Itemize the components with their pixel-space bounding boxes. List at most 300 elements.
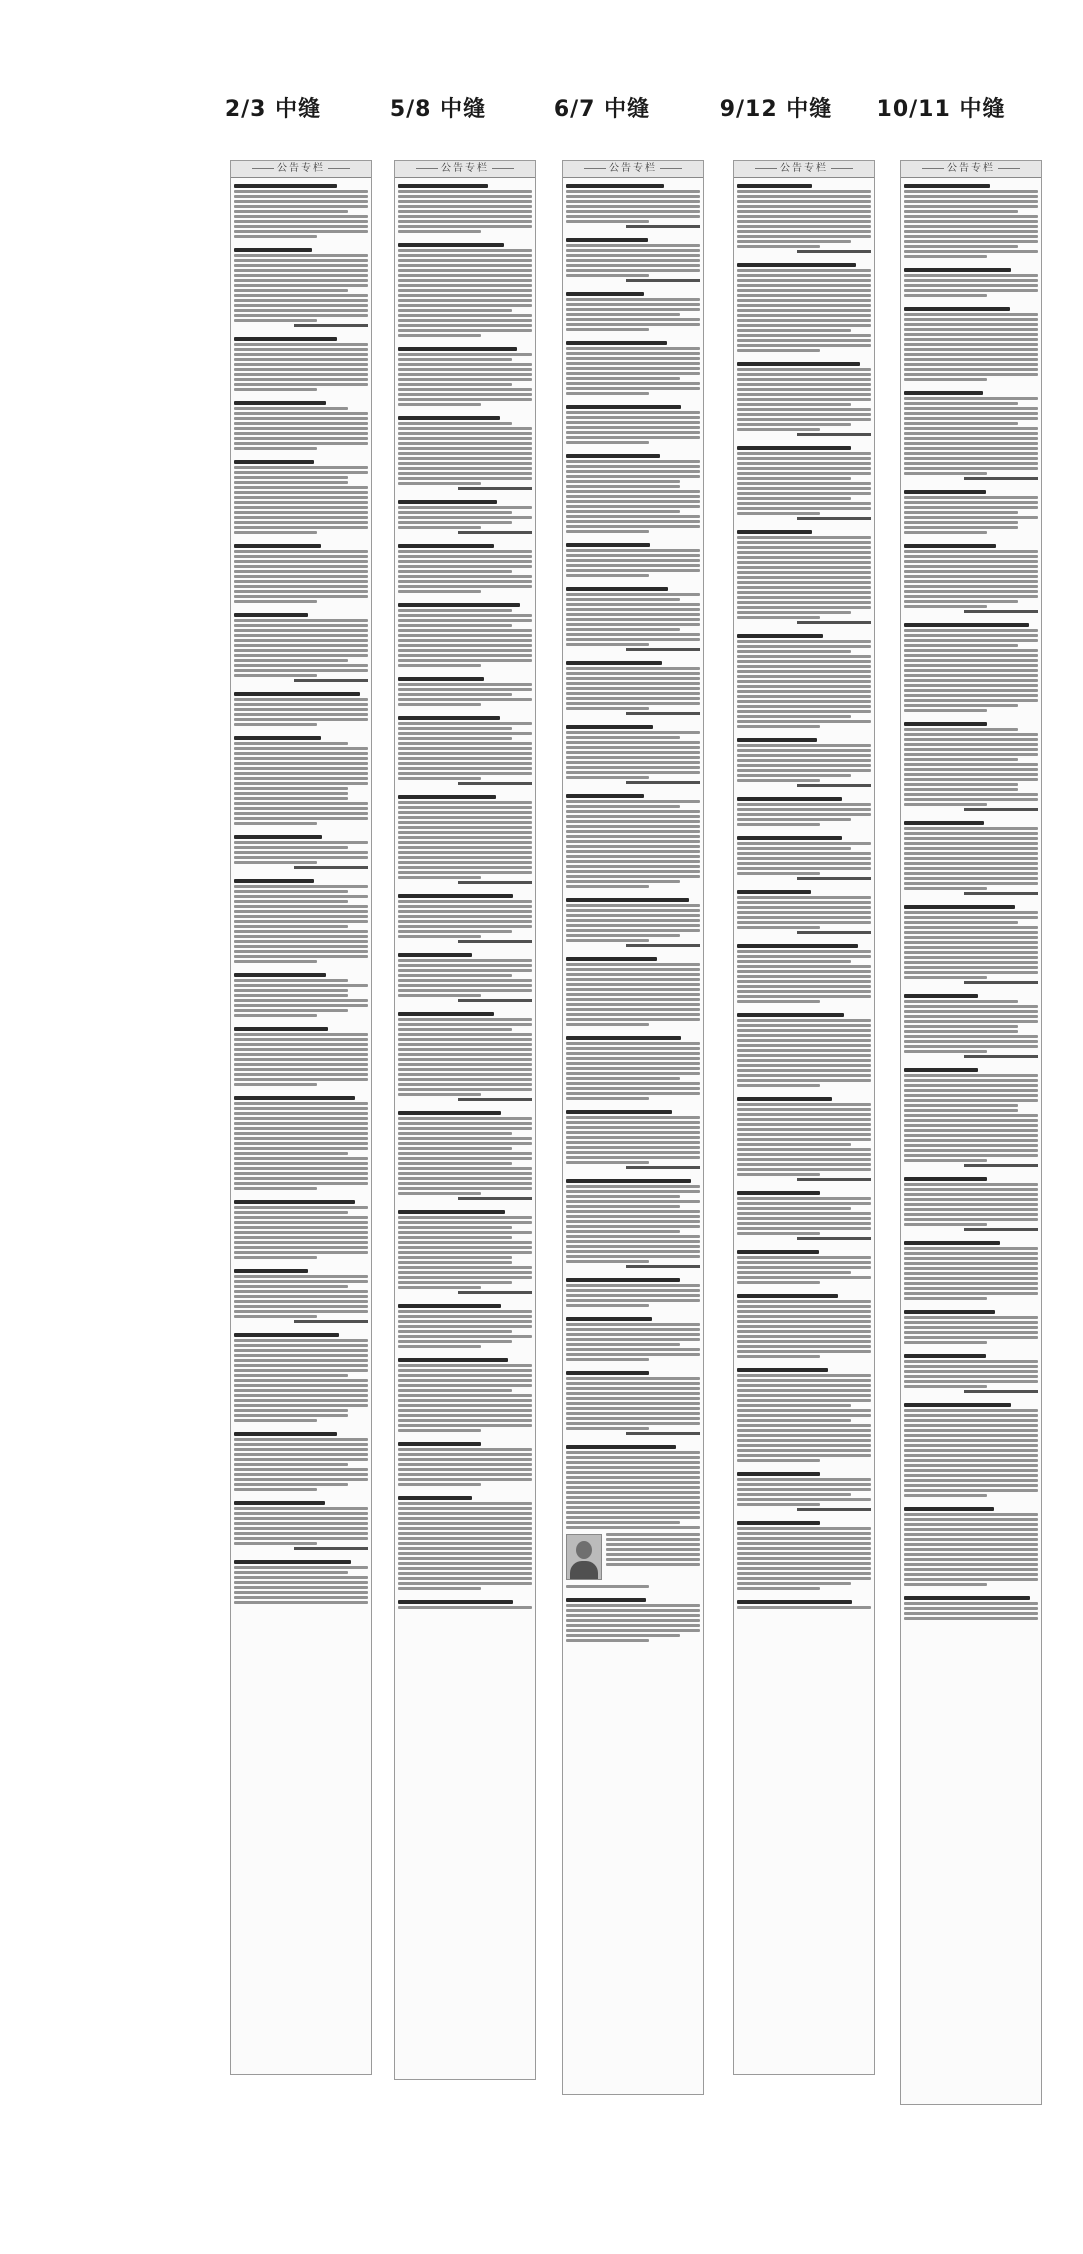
- notice-text-line: [398, 1458, 532, 1461]
- notice-heading-line: [566, 543, 650, 547]
- notice-signature-line: [626, 1166, 700, 1169]
- notice-text-line: [566, 731, 700, 734]
- notice-text-line: [904, 294, 987, 297]
- notice-text-line: [904, 699, 1038, 702]
- notice-text-line: [566, 810, 700, 813]
- notice-text-line: [234, 516, 368, 519]
- notice-text-line: [234, 447, 317, 450]
- notice-text-line: [234, 703, 368, 706]
- notice-signature-line: [458, 1098, 532, 1101]
- notice-text-line: [234, 1473, 368, 1476]
- notice-text-line: [398, 1231, 532, 1234]
- notice-text-line: [234, 506, 368, 509]
- notice-text-line: [398, 249, 532, 252]
- notice-text-line: [234, 1275, 368, 1278]
- notice-text-line: [904, 976, 987, 979]
- notice-text-line: [234, 501, 368, 504]
- notice-text-line: [398, 526, 481, 529]
- notice-text-line: [234, 1177, 368, 1180]
- notice-text-line: [904, 1528, 1038, 1531]
- notice-text-line: [234, 1542, 317, 1545]
- notice-text-line: [737, 916, 871, 919]
- notice-text-line: [234, 269, 368, 272]
- notice-text-line: [398, 1122, 532, 1125]
- notice-text-line: [737, 477, 851, 480]
- notice-text-line: [398, 846, 532, 849]
- notice-text-line: [566, 1062, 700, 1065]
- notice-text-line: [566, 1082, 700, 1085]
- notice-text-line: [398, 1226, 512, 1229]
- notice-text-line: [234, 861, 317, 864]
- notice-text-line: [737, 279, 871, 282]
- notice-text-line: [737, 680, 871, 683]
- notice-text-line: [737, 1557, 871, 1560]
- notice-text-line: [904, 827, 1038, 830]
- notice-text-line: [904, 472, 987, 475]
- notice-text-line: [566, 200, 700, 203]
- notice-text-line: [398, 659, 532, 662]
- notice-text-line: [737, 990, 871, 993]
- notice-text-line: [566, 1185, 700, 1188]
- column-body-2: [395, 178, 535, 1609]
- notice-text-line: [904, 378, 987, 381]
- notice-text-line: [398, 1483, 481, 1486]
- notice-text-line: [398, 373, 532, 376]
- notice-text-line: [737, 581, 871, 584]
- notice-text-line: [234, 1419, 317, 1422]
- notice-text-line: [234, 1364, 368, 1367]
- notice-text-line: [566, 1377, 700, 1380]
- notice-text-line: [737, 1577, 871, 1580]
- notice-text-line: [566, 525, 700, 528]
- notice-text-line: [737, 349, 820, 352]
- notice-text-line: [904, 882, 1038, 885]
- notice-text-line: [737, 1232, 820, 1235]
- notice-text-line: [398, 1063, 532, 1066]
- notice-signature-line: [626, 279, 700, 282]
- notice-heading-line: [398, 500, 497, 504]
- notice-text-line: [904, 1000, 1018, 1003]
- notice-text-line: [566, 470, 700, 473]
- notice-text-line: [737, 1315, 871, 1318]
- notice-text-line: [398, 393, 532, 396]
- notice-text-line: [234, 777, 368, 780]
- notice-text-line: [904, 1005, 1038, 1008]
- notice-text-line: [398, 324, 532, 327]
- notice-heading-line: [566, 1179, 691, 1183]
- notice-text-line: [566, 1496, 700, 1499]
- notice-text-line: [904, 951, 1038, 954]
- notice-text-line: [737, 418, 871, 421]
- notice-heading-line: [398, 1358, 508, 1362]
- notice-text-line: [566, 1387, 700, 1390]
- notice-text-line: [904, 837, 1038, 840]
- notice-column-3: [562, 160, 704, 2095]
- notice-text-line: [737, 423, 851, 426]
- notice-text-line: [234, 634, 368, 637]
- notice-text-line: [234, 511, 368, 514]
- notice-text-line: [737, 591, 871, 594]
- notice-text-line: [737, 769, 871, 772]
- notice-text-line: [904, 842, 1038, 845]
- notice-text-line: [566, 707, 649, 710]
- notice-text-line: [234, 1586, 368, 1589]
- notice-signature-line: [797, 1178, 871, 1181]
- notice-text-line: [398, 383, 512, 386]
- notice-text-line: [398, 432, 532, 435]
- notice-text-line: [737, 710, 871, 713]
- notice-text-line: [566, 1146, 700, 1149]
- notice-text-line: [904, 1523, 1038, 1526]
- notice-text-line: [398, 1137, 532, 1140]
- notice-text-line: [234, 989, 348, 992]
- notice-text-line: [398, 871, 532, 874]
- notice-text-line: [566, 1353, 700, 1356]
- notice-text-line: [737, 319, 871, 322]
- notice-text-line: [398, 516, 532, 519]
- notice-text-line: [398, 427, 532, 430]
- notice-text-line: [737, 586, 871, 589]
- notice-text-line: [737, 1039, 871, 1042]
- notice-text-line: [234, 639, 368, 642]
- notice-text-line: [566, 845, 700, 848]
- notice-text-line: [234, 412, 368, 415]
- notice-text-line: [737, 299, 871, 302]
- notice-text-line: [737, 1409, 871, 1412]
- notice-text-line: [566, 1299, 700, 1302]
- notice-text-line: [737, 462, 871, 465]
- notice-text-line: [398, 979, 532, 982]
- notice-text-line: [398, 388, 532, 391]
- notice-text-line: [737, 700, 871, 703]
- notice-text-line: [737, 1123, 871, 1126]
- notice-text-line: [566, 480, 680, 483]
- notice-heading-line: [234, 1269, 308, 1273]
- notice-text-line: [566, 210, 700, 213]
- notice-heading-line: [737, 944, 858, 948]
- notice-text-line: [737, 1606, 871, 1609]
- notice-text-line: [398, 1182, 532, 1185]
- notice-text-line: [566, 746, 700, 749]
- column-header-text-4: 公告专栏: [780, 163, 828, 174]
- notice-text-line: [904, 274, 1038, 277]
- notice-text-line: [566, 190, 700, 193]
- notice-text-line: [234, 713, 368, 716]
- notice-text-line: [398, 580, 532, 583]
- notice-text-line: [234, 215, 368, 218]
- notice-heading-line: [398, 243, 504, 247]
- notice-text-line: [566, 308, 700, 311]
- notice-text-line: [737, 1133, 871, 1136]
- notice-heading-line: [234, 460, 314, 464]
- notice-text-line: [566, 1136, 700, 1139]
- notice-text-line: [904, 496, 1038, 499]
- notice-text-line: [904, 1494, 987, 1497]
- notice-text-line: [566, 1323, 700, 1326]
- notice-text-line: [566, 682, 700, 685]
- notice-text-line: [234, 1527, 368, 1530]
- notice-text-line: [398, 1325, 532, 1328]
- notice-heading-line: [904, 391, 983, 395]
- notice-text-line: [234, 565, 368, 568]
- notice-text-line: [566, 352, 700, 355]
- notice-text-line: [566, 934, 680, 937]
- notice-heading-line: [737, 634, 823, 638]
- notice-text-line: [904, 240, 1038, 243]
- notice-text-line: [737, 220, 871, 223]
- notice-text-line: [904, 363, 1038, 366]
- notice-text-line: [566, 880, 680, 883]
- notice-text-line: [737, 195, 871, 198]
- notice-text-line: [737, 1384, 871, 1387]
- notice-signature-line: [294, 1547, 368, 1550]
- column-body-4: [734, 178, 874, 1609]
- notice-text-line: [566, 800, 700, 803]
- notice-text-line: [234, 1517, 368, 1520]
- notice-text-line: [398, 1167, 532, 1170]
- notice-text-line: [398, 1562, 532, 1565]
- notice-text-line: [737, 1419, 851, 1422]
- notice-text-line: [737, 1019, 871, 1022]
- notice-text-line: [398, 1404, 532, 1407]
- notice-text-line: [904, 427, 1038, 430]
- notice-text-line: [904, 462, 1038, 465]
- notice-signature-line: [458, 940, 532, 943]
- notice-text-line: [234, 1187, 317, 1190]
- notice-signature-line: [626, 781, 700, 784]
- notice-text-line: [566, 530, 649, 533]
- notice-signature-line: [964, 981, 1038, 984]
- notice-text-line: [566, 436, 700, 439]
- notice-text-line: [904, 1326, 1038, 1329]
- notice-signature-line: [626, 648, 700, 651]
- notice-text-line: [566, 973, 700, 976]
- notice-signature-line: [458, 487, 532, 490]
- notice-text-line: [234, 1147, 368, 1150]
- notice-text-line: [234, 812, 368, 815]
- notice-text-line: [234, 1369, 368, 1372]
- notice-text-line: [566, 1284, 700, 1287]
- notice-text-line: [904, 205, 1038, 208]
- notice-text-line: [904, 971, 1038, 974]
- notice-text-line: [904, 501, 1038, 504]
- notice-text-line: [904, 778, 1038, 781]
- notice-heading-line: [737, 797, 842, 801]
- notice-text-line: [398, 1512, 532, 1515]
- notice-text-line: [904, 333, 1038, 336]
- notice-text-line: [566, 1506, 700, 1509]
- notice-heading-line: [737, 1013, 844, 1017]
- notice-text-line: [566, 426, 700, 429]
- notice-text-line: [398, 1261, 512, 1264]
- notice-text-line: [234, 1374, 348, 1377]
- notice-text-line: [566, 1205, 680, 1208]
- notice-text-line: [398, 732, 532, 735]
- notice-text-line: [398, 1271, 532, 1274]
- notice-text-line: [566, 633, 700, 636]
- notice-text-line: [234, 585, 368, 588]
- notice-text-line: [234, 1601, 368, 1604]
- notice-text-line: [904, 1282, 1038, 1285]
- notice-text-line: [398, 205, 532, 208]
- notice-text-line: [904, 694, 1038, 697]
- notice-text-line: [398, 801, 532, 804]
- notice-text-line: [737, 670, 871, 673]
- notice-text-line: [234, 481, 348, 484]
- notice-text-line: [398, 1606, 532, 1609]
- notice-text-line: [737, 309, 871, 312]
- notice-text-line: [398, 274, 532, 277]
- notice-text-line: [566, 1338, 700, 1341]
- notice-text-line: [398, 1517, 532, 1520]
- notice-text-line: [904, 1548, 1038, 1551]
- notice-text-line: [566, 1126, 700, 1129]
- notice-text-line: [398, 624, 512, 627]
- notice-text-line: [737, 205, 871, 208]
- notice-text-line: [737, 1537, 871, 1540]
- notice-text-line: [566, 1195, 680, 1198]
- notice-text-line: [566, 554, 700, 557]
- notice-text-line: [566, 1501, 700, 1504]
- notice-text-line: [904, 1365, 1038, 1368]
- notice-text-line: [904, 250, 1038, 253]
- notice-text-line: [737, 1148, 871, 1151]
- notice-text-line: [737, 1404, 851, 1407]
- notice-text-line: [904, 348, 1038, 351]
- notice-heading-line: [737, 1472, 820, 1476]
- notice-text-line: [234, 314, 368, 317]
- notice-signature-line: [458, 999, 532, 1002]
- notice-column-4: [733, 160, 875, 2075]
- notice-text-line: [398, 289, 532, 292]
- notice-text-line: [234, 1053, 368, 1056]
- notice-text-line: [904, 590, 1038, 593]
- notice-signature-line: [797, 433, 871, 436]
- notice-text-line: [398, 831, 532, 834]
- notice-text-line: [904, 1119, 1038, 1122]
- notice-text-line: [904, 1533, 1038, 1536]
- notice-text-line: [566, 1294, 700, 1297]
- notice-text-line: [737, 1350, 871, 1353]
- notice-text-line: [737, 1488, 871, 1491]
- notice-text-line: [566, 1077, 680, 1080]
- notice-text-line: [566, 1451, 700, 1454]
- notice-text-line: [566, 220, 649, 223]
- notice-text-line: [566, 1491, 700, 1494]
- notice-heading-line: [566, 341, 667, 345]
- notice-text-line: [737, 1074, 871, 1077]
- notice-text-line: [904, 373, 1038, 376]
- notice-text-line: [398, 811, 532, 814]
- notice-text-line: [566, 1358, 649, 1361]
- notice-text-line: [566, 1018, 700, 1021]
- notice-text-line: [737, 1340, 871, 1343]
- notice-text-line: [398, 215, 532, 218]
- notice-text-line: [904, 803, 987, 806]
- notice-text-line: [904, 753, 1038, 756]
- notice-text-line: [737, 240, 851, 243]
- notice-text-line: [737, 1049, 871, 1052]
- notice-text-line: [737, 715, 851, 718]
- notice-text-line: [234, 1463, 348, 1466]
- notice-text-line: [234, 960, 317, 963]
- notice-text-line: [904, 397, 1038, 400]
- notice-text-line: [566, 929, 700, 932]
- notice-text-line: [398, 703, 481, 706]
- notice-text-line: [398, 1093, 481, 1096]
- notice-text-line: [398, 442, 532, 445]
- notice-text-line: [398, 856, 532, 859]
- notice-text-line: [904, 872, 1038, 875]
- notice-text-line: [398, 1033, 532, 1036]
- notice-text-line: [398, 1335, 532, 1338]
- notice-text-line: [737, 685, 871, 688]
- column-header-text-5: 公告专栏: [947, 163, 995, 174]
- notice-text-line: [566, 865, 700, 868]
- notice-text-line: [737, 744, 871, 747]
- notice-text-line: [398, 742, 532, 745]
- notice-text-line: [398, 866, 532, 869]
- notice-text-line: [234, 299, 368, 302]
- notice-text-line: [566, 1057, 700, 1060]
- notice-text-line: [904, 230, 1038, 233]
- notice-text-line: [234, 570, 368, 573]
- notice-text-line: [566, 741, 700, 744]
- notice-text-line: [904, 313, 1038, 316]
- notice-text-line: [234, 1571, 348, 1574]
- notice-text-line: [234, 1310, 368, 1313]
- notice-text-line: [234, 200, 368, 203]
- notice-text-line: [234, 1083, 317, 1086]
- notice-text-line: [737, 1532, 871, 1535]
- notice-text-line: [904, 506, 1038, 509]
- notice-text-line: [234, 649, 368, 652]
- notice-text-line: [234, 1537, 368, 1540]
- notice-text-line: [904, 1035, 1038, 1038]
- notice-text-line: [566, 963, 700, 966]
- notice-text-line: [234, 368, 368, 371]
- notice-text-line: [398, 1463, 532, 1466]
- notice-heading-line: [234, 1501, 325, 1505]
- notice-text-line: [234, 950, 368, 953]
- notice-text-line: [234, 259, 368, 262]
- notice-text-line: [234, 388, 317, 391]
- notice-text-line: [737, 911, 871, 914]
- notice-text-line: [398, 1542, 532, 1545]
- notice-text-line: [566, 1634, 680, 1637]
- notice-text-line: [234, 1058, 368, 1061]
- notice-text-line: [234, 575, 368, 578]
- notice-text-line: [904, 585, 1038, 588]
- notice-text-line: [398, 299, 532, 302]
- notice-text-line: [234, 1221, 368, 1224]
- notice-text-line: [398, 1409, 532, 1412]
- notice-heading-line: [234, 184, 337, 188]
- notice-text-line: [234, 644, 368, 647]
- notice-text-line: [566, 623, 700, 626]
- notice-text-line: [398, 590, 481, 593]
- column-body-1: [231, 178, 371, 1604]
- notice-text-line: [566, 274, 649, 277]
- notice-text-line: [737, 571, 871, 574]
- notice-text-line: [904, 1267, 1038, 1270]
- notice-text-line: [904, 1370, 1038, 1373]
- notice-text-line: [566, 805, 680, 808]
- notice-text-line: [566, 269, 700, 272]
- notice-text-line: [566, 490, 700, 493]
- notice-text-line: [904, 1464, 1038, 1467]
- notice-text-line: [398, 1286, 481, 1289]
